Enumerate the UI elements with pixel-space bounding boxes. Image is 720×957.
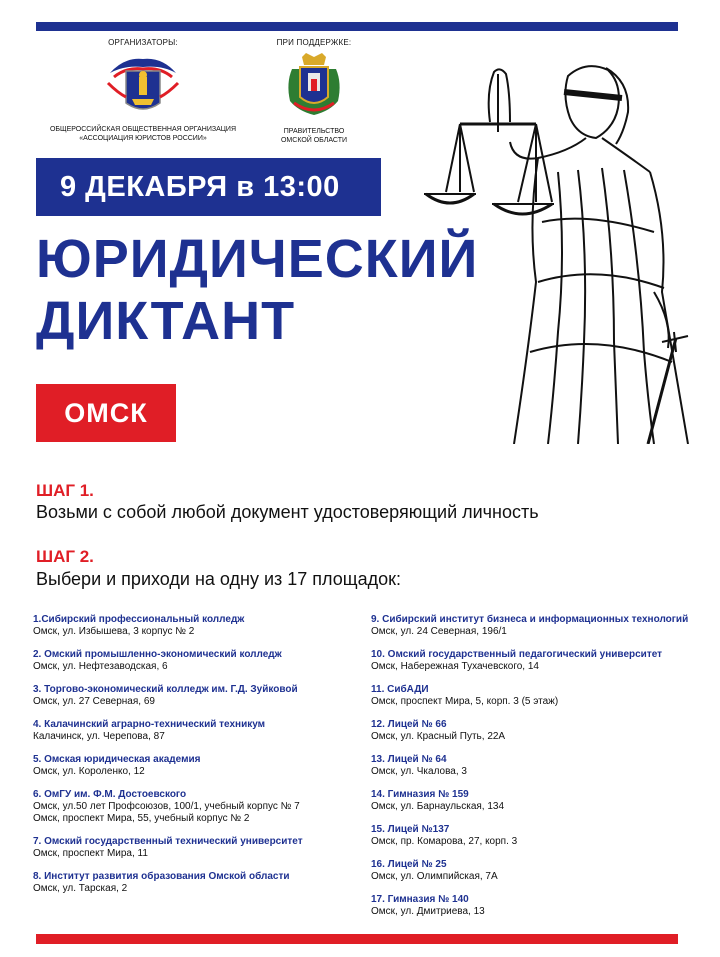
venue-item xyxy=(371,824,701,848)
venue-item xyxy=(371,859,701,883)
venue-item xyxy=(33,871,363,895)
venue-name: 4. Калачинский аграрно-технический техникум xyxy=(33,719,266,730)
venue-item xyxy=(371,894,701,918)
event-title xyxy=(36,228,478,352)
bottom-red-stripe xyxy=(36,934,678,944)
venue-address: Омск, ул. Барнаульская, 134 xyxy=(371,801,505,812)
organizer-name-line1: ОБЩЕРОССИЙСКАЯ ОБЩЕСТВЕННАЯ ОРГАНИЗАЦИЯ xyxy=(49,126,237,133)
venue-name: 12. Лицей № 66 xyxy=(371,719,447,730)
omsk-coat-of-arms-icon xyxy=(284,53,344,119)
venue-item xyxy=(33,789,363,825)
organizer-block xyxy=(48,38,238,143)
venue-address: Омск, проспект Мира, 55, учебный корпус № 2 xyxy=(33,813,250,824)
venue-name: 5. Омская юридическая академия xyxy=(33,754,201,765)
venue-address: Омск, ул. Красный Путь, 22А xyxy=(371,731,506,742)
organizers-label: ОРГАНИЗАТОРЫ: xyxy=(108,38,178,47)
venue-address: Омск, пр. Комарова, 27, корп. 3 xyxy=(371,836,518,847)
city-badge: ОМСК xyxy=(36,384,176,442)
venue-item xyxy=(33,684,363,708)
venue-item xyxy=(371,754,701,778)
venue-address: Омск, ул. Избышева, 3 корпус № 2 xyxy=(33,626,195,637)
venue-name: 1.Сибирский профессиональный колледж xyxy=(33,614,245,625)
venue-item xyxy=(371,684,701,708)
venue-name: 2. Омский промышленно-экономический колледж xyxy=(33,649,282,660)
venue-name: 8. Институт развития образования Омской области xyxy=(33,871,290,882)
venue-address: Омск, ул. Тарская, 2 xyxy=(33,883,128,894)
venue-list-right xyxy=(371,614,701,929)
venue-item xyxy=(371,614,701,638)
venue-name: 9. Сибирский институт бизнеса и информационных технологий xyxy=(371,614,689,625)
venue-address: Омск, ул. Олимпийская, 7А xyxy=(371,871,498,882)
step-1-text: Возьми с собой любой документ удостоверяющий личность xyxy=(36,502,539,522)
top-blue-stripe xyxy=(36,22,678,31)
venue-item xyxy=(371,789,701,813)
venue-name: 14. Гимназия № 159 xyxy=(371,789,469,800)
event-title-line1: ЮРИДИЧЕСКИЙ xyxy=(36,229,479,289)
venue-name: 6. ОмГУ им. Ф.М. Достоевского xyxy=(33,789,187,800)
support-label: ПРИ ПОДДЕРЖКЕ: xyxy=(276,38,352,47)
venue-address: Омск, ул. 24 Северная, 196/1 xyxy=(371,626,507,637)
venue-address: Омск, ул. 27 Северная, 69 xyxy=(33,696,155,707)
venue-name: 11. СибАДИ xyxy=(371,684,429,695)
venue-item xyxy=(33,836,363,860)
venue-address: Омск, ул.50 лет Профсоюзов, 100/1, учебный корпус № 7 xyxy=(33,801,300,812)
venue-item xyxy=(33,719,363,743)
venue-name: 7. Омский государственный технический университет xyxy=(33,836,303,847)
event-title-line2: ДИКТАНТ xyxy=(36,291,296,351)
venue-address: Калачинск, ул. Черепова, 87 xyxy=(33,731,165,742)
venue-item xyxy=(33,614,363,638)
venue-name: 17. Гимназия № 140 xyxy=(371,894,469,905)
venue-item xyxy=(371,719,701,743)
venue-item xyxy=(33,754,363,778)
venue-name: 13. Лицей № 64 xyxy=(371,754,447,765)
event-date-time: 9 ДЕКАБРЯ в 13:00 xyxy=(36,158,381,216)
venue-name: 15. Лицей №137 xyxy=(371,824,450,835)
venue-name: 10. Омский государственный педагогический университет xyxy=(371,649,663,660)
venue-name: 3. Торгово-экономический колледж им. Г.Д. Зуйковой xyxy=(33,684,298,695)
venue-address: Омск, проспект Мира, 5, корп. 3 (5 этаж) xyxy=(371,696,559,707)
venue-address: Омск, проспект Мира, 11 xyxy=(33,848,148,859)
venue-name: 16. Лицей № 25 xyxy=(371,859,447,870)
venue-item xyxy=(371,649,701,673)
venue-list-left xyxy=(33,614,363,906)
step-1-label: ШАГ 1. xyxy=(36,481,94,500)
venue-address: Омск, ул. Нефтезаводская, 6 xyxy=(33,661,168,672)
organizer-name xyxy=(48,126,238,143)
venue-address: Омск, Набережная Тухачевского, 14 xyxy=(371,661,539,672)
organizer-name-line2: «АССОЦИАЦИЯ ЮРИСТОВ РОССИИ» xyxy=(79,134,207,142)
support-name-line1: ПРАВИТЕЛЬСТВО xyxy=(283,128,345,135)
step-2-label: ШАГ 2. xyxy=(36,547,94,566)
support-name-line2: ОМСКОЙ ОБЛАСТИ xyxy=(280,136,348,144)
support-name xyxy=(262,128,366,145)
venue-item xyxy=(33,649,363,673)
lawyers-association-emblem-icon xyxy=(104,53,182,117)
support-block xyxy=(262,38,366,145)
venue-address: Омск, ул. Чкалова, 3 xyxy=(371,766,467,777)
step-2-text: Выбери и приходи на одну из 17 площадок: xyxy=(36,569,401,589)
venue-address: Омск, ул. Короленко, 12 xyxy=(33,766,145,777)
venue-address: Омск, ул. Дмитриева, 13 xyxy=(371,906,485,917)
